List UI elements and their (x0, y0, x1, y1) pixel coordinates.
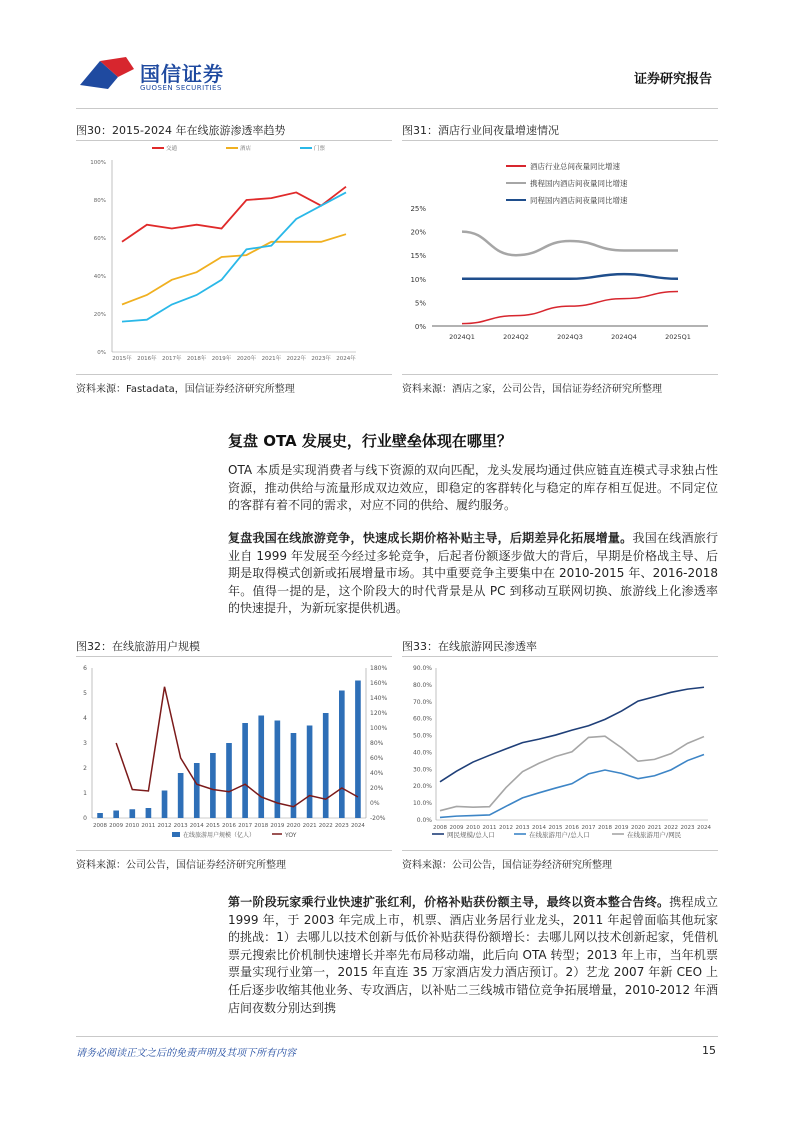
legend-swatch (172, 832, 180, 837)
footer-divider (76, 1036, 718, 1037)
fig32-chart (76, 658, 392, 848)
fig31-bottom-rule (402, 374, 718, 375)
footer-disclaimer: 请务必阅读正文之后的免责声明及其项下所有内容 (76, 1048, 296, 1059)
fig33-source: 资料来源：公司公告，国信证券经济研究所整理 (402, 860, 612, 871)
fig32-bottom-rule (76, 850, 392, 851)
fig32-title: 图32：在线旅游用户规模 (76, 640, 200, 653)
y-tick-label: 20% (93, 312, 106, 318)
y-tick-label: 60.0% (412, 715, 432, 723)
series-line (462, 232, 678, 256)
bar (210, 753, 216, 818)
y-tick-label-left: 2 (83, 765, 87, 772)
y-tick-label-right: 0% (370, 800, 380, 807)
bar (113, 811, 119, 819)
y-tick-label: 15% (410, 252, 426, 261)
fig31-source: 资料来源：酒店之家，公司公告，国信证券经济研究所整理 (402, 384, 662, 395)
y-tick-label-left: 3 (83, 740, 87, 747)
fig31-top-rule (402, 140, 718, 141)
paragraph-2 (228, 530, 718, 618)
y-tick-label: 25% (410, 205, 426, 213)
y-tick-label-left: 0 (83, 815, 87, 822)
x-tick-label: 2010 (466, 825, 480, 831)
x-tick-label: 2015年 (112, 356, 132, 362)
bar (339, 691, 345, 819)
legend-label: 携程国内酒店间夜量同比增速 (530, 179, 628, 188)
x-tick-label: 2014 (532, 825, 546, 831)
bar (226, 743, 232, 818)
x-tick-label: 2023 (334, 823, 349, 829)
series-line (122, 192, 346, 321)
fig30-bottom-rule (76, 374, 392, 375)
x-tick-label: 2020 (286, 823, 301, 829)
series-line (462, 274, 678, 279)
bar (258, 716, 264, 819)
y-tick-label-left: 1 (83, 790, 87, 797)
fig30-title: 图30：2015-2024 年在线旅游渗透率趋势 (76, 124, 286, 137)
x-tick-label: 2018年 (186, 356, 207, 362)
y-tick-label-right: 120% (370, 710, 388, 717)
x-tick-label: 2024Q3 (557, 333, 583, 341)
x-tick-label: 2023年 (311, 356, 331, 362)
y-tick-label-right: 100% (370, 725, 388, 732)
y-tick-label-left: 5 (83, 690, 87, 697)
x-tick-label: 2015 (205, 823, 220, 829)
y-tick-label-right: 60% (370, 755, 384, 762)
paragraph-3-lead: 第一阶段玩家乘行业快速扩张红利，价格补贴获份额主导，最终以资本整合告终。 (228, 895, 670, 909)
y-tick-label: 50.0% (412, 732, 432, 740)
x-tick-label: 2011 (141, 823, 156, 829)
y-tick-label: 20.0% (412, 783, 432, 791)
legend-label: 交通 (166, 146, 178, 152)
y-tick-label: 10.0% (412, 800, 432, 808)
bar (162, 791, 168, 819)
y-tick-label-right: 160% (370, 680, 388, 687)
y-tick-label: 5% (414, 299, 426, 308)
fig33-chart (402, 658, 718, 848)
x-tick-label: 2021 (647, 825, 662, 831)
y-tick-label: 10% (410, 275, 426, 284)
legend-label: 网民规模/总人口 (447, 831, 495, 839)
section-title: 复盘 OTA 发展史，行业壁垒体现在哪里？ (228, 432, 512, 450)
y-tick-label: 80.0% (412, 681, 432, 689)
y-tick-label: 20% (410, 228, 426, 237)
y-tick-label: 100% (90, 160, 106, 166)
x-tick-label: 2020年 (236, 356, 257, 362)
y-tick-label-right: 80% (370, 740, 384, 747)
x-tick-label: 2011 (482, 825, 497, 831)
x-tick-label: 2022 (318, 823, 333, 829)
fig33-bottom-rule (402, 850, 718, 851)
bar (323, 713, 329, 818)
bar (97, 813, 103, 818)
x-tick-label: 2012 (157, 823, 172, 829)
y-tick-label-right: 40% (370, 770, 384, 777)
paragraph-3-body: 携程成立 1999 年，于 2003 年完成上市，机票、酒店业务居行业龙头，2011 年起曾面临其他玩家的挑战：1）去哪儿以技术创新与低价补贴获得份额增长：去哪儿网以技术创新起家，凭借机票元搜索比价机制快速增长并率先布局移动端，此后向 OTA 转型；2013 年上市，当年机票票量实现行业第一，2015 年直连 35 万家酒店发力酒店预订。2）艺龙 2007 年新 CEO 上任后逐步收缩其他业务、专攻酒店，以补贴二三线城市错位竞争拓展增量，2010-2012 年酒店间夜数分别达到携 (228, 895, 718, 1015)
bar (355, 681, 361, 819)
x-tick-label: 2017年 (162, 356, 182, 362)
x-tick-label: 2015 (548, 825, 563, 831)
x-tick-label: 2024Q1 (449, 333, 475, 341)
bar (129, 809, 135, 818)
y-tick-label: 60% (93, 236, 106, 242)
x-tick-label: 2014 (189, 823, 204, 829)
y-tick-label: 90.0% (412, 665, 432, 672)
x-tick-label: 2018 (598, 825, 612, 831)
y-tick-label: 80% (93, 198, 106, 204)
y-tick-label-right: 140% (370, 695, 388, 702)
legend-label: 在线旅游用户规模（亿人） (183, 832, 256, 839)
y-tick-label: 0% (97, 350, 106, 356)
header (0, 0, 794, 100)
x-tick-label: 2024Q4 (611, 333, 637, 341)
page-number: 15 (702, 1044, 716, 1057)
y-tick-label-right: -20% (370, 815, 386, 822)
x-tick-label: 2017 (581, 825, 596, 831)
bar (242, 723, 248, 818)
x-tick-label: 2012 (499, 825, 513, 831)
fig32-source: 资料来源：公司公告，国信证券经济研究所整理 (76, 860, 286, 871)
x-tick-label: 2009 (449, 825, 464, 831)
x-tick-label: 2019年 (211, 356, 232, 362)
fig30-top-rule (76, 140, 392, 141)
x-tick-label: 2016 (565, 825, 579, 831)
brand-name: 国信证券 (140, 62, 224, 86)
x-tick-label: 2024Q2 (503, 333, 529, 341)
x-tick-label: 2022 (664, 825, 678, 831)
legend-label: 在线旅游用户/总人口 (529, 831, 590, 839)
x-tick-label: 2009 (109, 823, 124, 829)
x-tick-label: 2013 (515, 825, 530, 831)
series-line (462, 292, 678, 324)
header-divider (76, 108, 718, 109)
legend-label: 在线旅游用户/网民 (627, 831, 682, 839)
x-tick-label: 2024 (697, 825, 711, 831)
fig30-chart (76, 142, 392, 372)
x-tick-label: 2023 (680, 825, 695, 831)
y-tick-label: 30.0% (412, 766, 432, 774)
x-tick-label: 2021 (302, 823, 317, 829)
report-type: 证券研究报告 (634, 72, 713, 87)
fig30-source: 资料来源：Fastadata，国信证券经济研究所整理 (76, 384, 295, 395)
x-tick-label: 2024 (350, 823, 365, 829)
bar (307, 726, 313, 819)
y-tick-label-left: 4 (83, 715, 87, 722)
x-tick-label: 2013 (173, 823, 188, 829)
x-tick-label: 2018 (254, 823, 269, 829)
series-line (440, 754, 704, 817)
y-tick-label-right: 20% (370, 785, 384, 792)
legend-label: YOY (285, 832, 297, 839)
fig33-top-rule (402, 656, 718, 657)
y-tick-label: 40% (93, 274, 106, 280)
x-tick-label: 2010 (125, 823, 140, 829)
paragraph-2-body: 我国在线酒旅行业自 1999 年发展至今经过多轮竞争，后起者份额逐步做大的背后，早期是价格战主导、后期是取得模式创新或拓展增量市场。其中重要竞争主要集中在 2010-2015 年、2016-2018 年。值得一提的是，这个阶段大的时代背景是从 PC 到移动互联网切换、旅游线上化渗透率的快速提升，为新玩家提供机遇。 (228, 531, 718, 616)
x-tick-label: 2019 (614, 825, 629, 831)
y-tick-label: 0.0% (416, 817, 432, 824)
legend-label: 酒店行业总间夜量同比增速 (530, 162, 620, 171)
x-tick-label: 2025Q1 (665, 333, 691, 341)
bar (194, 763, 200, 818)
y-tick-label-left: 6 (83, 665, 87, 672)
x-tick-label: 2019 (270, 823, 285, 829)
x-tick-label: 2017 (238, 823, 253, 829)
x-tick-label: 2016年 (137, 356, 157, 362)
legend-label: 门票 (314, 146, 326, 152)
fig32-top-rule (76, 656, 392, 657)
legend-label: 同程国内酒店间夜量同比增速 (530, 196, 628, 205)
x-tick-label: 2022年 (286, 356, 306, 362)
brand-name-en: GUOSEN SECURITIES (140, 84, 222, 92)
x-tick-label: 2008 (93, 823, 108, 829)
brand-logo-icon (78, 55, 136, 93)
paragraph-1: OTA 本质是实现消费者与线下资源的双向匹配，龙头发展均通过供应链直连模式寻求独占性资源，推动供给与流量形成双边效应，即稳定的客群转化与稳定的库存相互促进。不同定位的客群有着不同的需求，对应不同的供给、履约服务。 (228, 463, 718, 513)
fig31-title: 图31：酒店行业间夜量增速情况 (402, 124, 559, 137)
x-tick-label: 2020 (631, 825, 645, 831)
fig31-chart (402, 142, 718, 372)
yoy-line (116, 687, 358, 807)
y-tick-label-right: 180% (370, 665, 388, 672)
series-line (122, 187, 346, 242)
series-line (122, 234, 346, 304)
series-line (440, 687, 704, 782)
y-tick-label: 0% (414, 323, 426, 331)
x-tick-label: 2016 (222, 823, 236, 829)
series-line (440, 736, 704, 810)
y-tick-label: 70.0% (412, 698, 432, 706)
legend-label: 酒店 (240, 146, 252, 152)
paragraph-3 (228, 894, 718, 1030)
fig33-title: 图33：在线旅游网民渗透率 (402, 640, 537, 653)
x-tick-label: 2008 (433, 825, 447, 831)
y-tick-label: 40.0% (412, 749, 432, 757)
x-tick-label: 2024年 (336, 356, 356, 362)
bar (146, 808, 152, 818)
x-tick-label: 2021年 (261, 356, 282, 362)
paragraph-2-lead: 复盘我国在线旅游竞争，快速成长期价格补贴主导，后期差异化拓展增量。 (228, 531, 633, 545)
bar (178, 773, 184, 818)
